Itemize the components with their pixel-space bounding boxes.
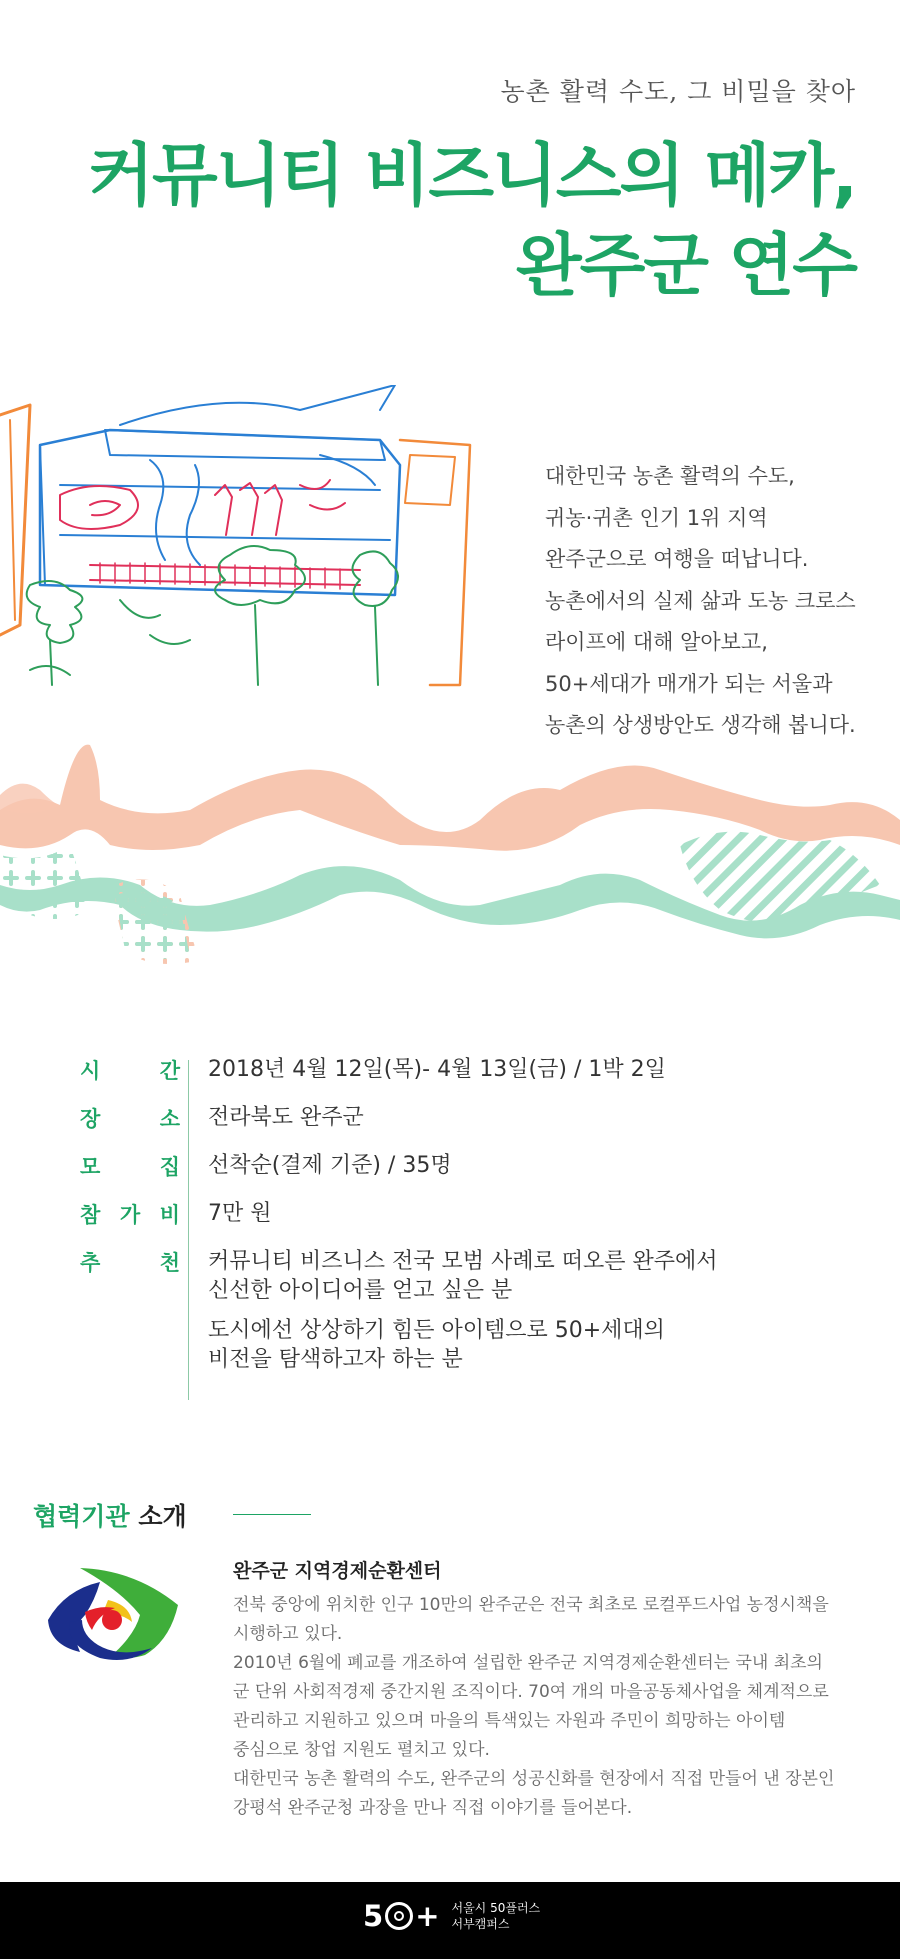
org-name: 완주군 지역경제순환센터 xyxy=(233,1560,442,1582)
partner-heading xyxy=(33,1497,187,1533)
info-value xyxy=(208,1055,666,1085)
decorative-waves xyxy=(0,735,900,975)
label-char: 집 xyxy=(159,1155,180,1179)
info-value xyxy=(208,1103,364,1133)
info-row-recommend xyxy=(80,1247,718,1374)
intro-line: 대한민국 농촌 활력의 수도, xyxy=(545,464,795,488)
info-value xyxy=(208,1199,272,1229)
building-illustration xyxy=(0,385,475,695)
label-char: 추 xyxy=(80,1251,101,1275)
logo-sub-line-1: 서울시 50플러스 xyxy=(451,1901,541,1915)
label-char: 장 xyxy=(80,1107,101,1131)
seoul-50plus-logo-icon xyxy=(363,1899,540,1933)
intro-line: 완주군으로 여행을 떠납니다. xyxy=(545,547,809,571)
label-char: 가 xyxy=(119,1203,141,1227)
org-desc-line: 관리하고 지원하고 있으며 마을의 특색있는 자원과 주민이 희망하는 아이템 xyxy=(233,1711,786,1731)
info-row-recruit xyxy=(80,1151,452,1181)
org-desc-line: 강평석 완주군청 과장을 만나 직접 이야기를 들어본다. xyxy=(233,1798,633,1818)
partner-heading-rule xyxy=(233,1514,311,1515)
intro-text xyxy=(545,456,885,747)
logo-plus: + xyxy=(415,1899,440,1933)
info-value-line: 도시에선 상상하기 힘든 아이템으로 50+세대의 xyxy=(208,1318,665,1343)
label-char: 간 xyxy=(159,1059,180,1083)
info-label xyxy=(80,1055,208,1085)
logo-mark xyxy=(363,1899,440,1933)
info-value-line: 전라북도 완주군 xyxy=(208,1105,364,1130)
info-value-line: 7만 원 xyxy=(208,1201,272,1226)
label-char: 참 xyxy=(80,1203,101,1227)
info-label xyxy=(80,1199,208,1229)
info-label xyxy=(80,1103,208,1133)
info-value-line: 신선한 아이디어를 얻고 싶은 분 xyxy=(208,1278,513,1303)
org-desc-line: 군 단위 사회적경제 중간지원 조직이다. 70여 개의 마을공동체사업을 체계적으로 xyxy=(233,1682,829,1702)
subtitle: 농촌 활력 수도, 그 비밀을 찾아 xyxy=(500,77,856,106)
partner-heading-green: 협력기관 xyxy=(33,1502,130,1531)
intro-line: 농촌에서의 실제 삶과 도농 크로스 xyxy=(545,588,856,613)
label-char: 시 xyxy=(80,1059,101,1083)
logo-sub-line-2: 서부캠퍼스 xyxy=(451,1917,510,1931)
info-row-fee xyxy=(80,1199,272,1229)
info-value-line: 커뮤니티 비즈니스 전국 모범 사례로 떠오른 완주에서 xyxy=(208,1249,718,1274)
wanju-center-logo-icon xyxy=(40,1560,185,1675)
info-value-line: 비전을 탐색하고자 하는 분 xyxy=(208,1347,463,1372)
logo-zero-ring xyxy=(385,1902,413,1930)
intro-line: 50+세대가 매개가 되는 서울과 xyxy=(545,671,833,696)
org-description xyxy=(233,1591,873,1823)
org-desc-line: 전북 중앙에 위치한 인구 10만의 완주군은 전국 최초로 로컬푸드사업 농정시책을 xyxy=(233,1595,829,1615)
label-char: 소 xyxy=(159,1107,180,1131)
page-title xyxy=(88,132,856,312)
info-label xyxy=(80,1247,208,1374)
logo-subtext xyxy=(452,1900,541,1932)
org-desc-line: 2010년 6월에 폐교를 개조하여 설립한 완주군 지역경제순환센터는 국내 최초의 xyxy=(233,1653,823,1673)
info-row-time xyxy=(80,1055,666,1085)
org-desc-line: 대한민국 농촌 활력의 수도, 완주군의 성공신화를 현장에서 직접 만들어 낸 장본인 xyxy=(233,1769,835,1789)
info-value-line: 선착순(결제 기준) / 35명 xyxy=(208,1153,452,1178)
info-value xyxy=(208,1247,718,1374)
title-line-2: 완주군 연수 xyxy=(515,227,856,306)
info-value-line: 2018년 4월 12일(목)- 4월 13일(금) / 1박 2일 xyxy=(208,1057,666,1082)
label-char: 비 xyxy=(159,1203,180,1227)
intro-line: 귀농·귀촌 인기 1위 지역 xyxy=(545,505,768,530)
intro-line: 농촌의 상생방안도 생각해 봅니다. xyxy=(545,713,856,737)
label-char: 모 xyxy=(80,1155,101,1179)
org-desc-line: 중심으로 창업 지원도 펼치고 있다. xyxy=(233,1740,490,1760)
info-value xyxy=(208,1151,452,1181)
partner-org xyxy=(233,1556,873,1823)
footer xyxy=(0,1882,900,1959)
label-char: 천 xyxy=(159,1251,180,1275)
info-label xyxy=(80,1151,208,1181)
intro-line: 라이프에 대해 알아보고, xyxy=(545,630,768,654)
title-line-1: 커뮤니티 비즈니스의 메카, xyxy=(88,137,856,216)
info-row-place xyxy=(80,1103,364,1133)
partner-heading-dark: 소개 xyxy=(129,1502,187,1531)
org-desc-line: 시행하고 있다. xyxy=(233,1624,343,1644)
logo-five: 5 xyxy=(363,1899,384,1933)
